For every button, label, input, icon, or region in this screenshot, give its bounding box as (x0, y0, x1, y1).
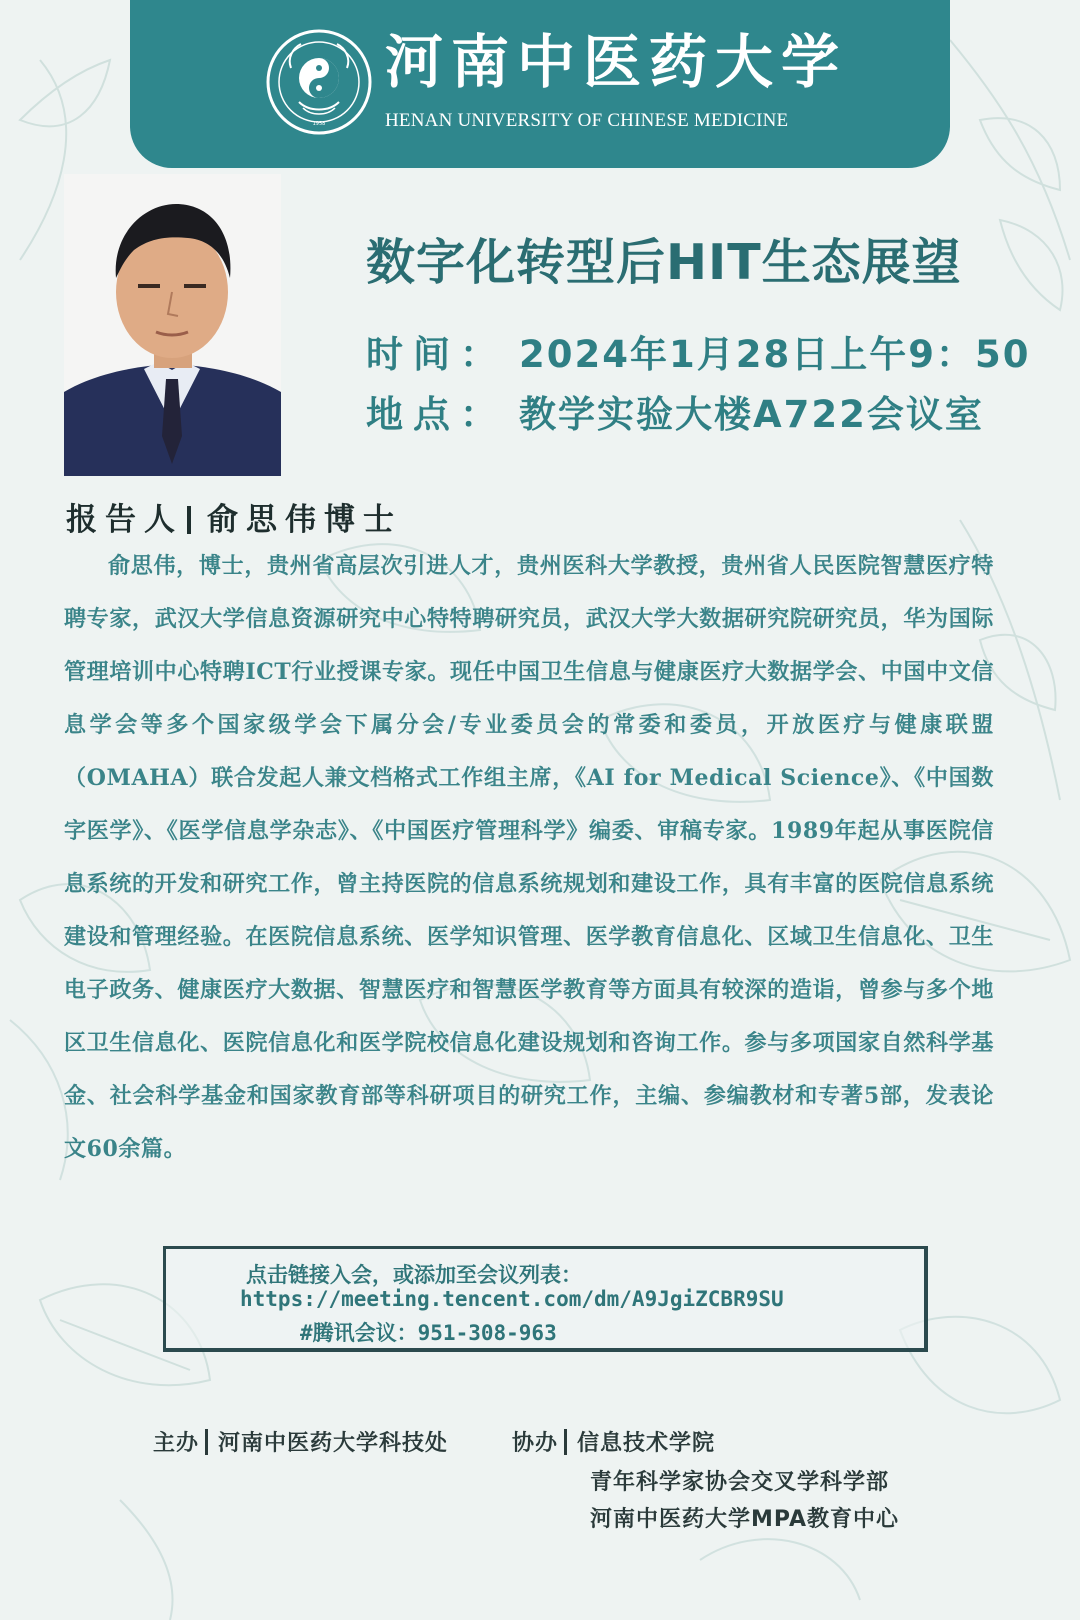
university-name-en: HENAN UNIVERSITY OF CHINESE MEDICINE (385, 110, 789, 131)
university-name-cn: 河南中医药大学 (385, 28, 848, 96)
host-name: 河南中医药大学科技处 (218, 1431, 449, 1456)
co-org-2: 青年科学家协会交叉学科学部 (590, 1470, 890, 1495)
university-logo-icon (265, 28, 373, 136)
place-label: 地点： (366, 393, 507, 436)
time-label: 时间： (366, 333, 507, 376)
place-value: 教学实验大楼A722会议室 (519, 393, 984, 436)
co-label: 协办 (512, 1431, 559, 1456)
co-org-3: 河南中医药大学MPA教育中心 (590, 1507, 900, 1532)
talk-place (366, 384, 984, 438)
talk-title: 数字化转型后HIT生态展望 (366, 234, 962, 291)
co-org-1: 信息技术学院 (577, 1431, 716, 1456)
host-divider (205, 1429, 208, 1455)
header-banner (130, 0, 950, 168)
host-organizer (153, 1426, 448, 1457)
speaker-label: 报告人 (66, 502, 183, 538)
speaker-name: 俞思伟博士 (207, 502, 402, 538)
meeting-intro: 点击链接入会，或添加至会议列表： (246, 1263, 582, 1287)
time-value: 2024年1月28日上午9：50 (519, 333, 1031, 376)
talk-time (366, 324, 1030, 378)
meeting-link[interactable]: https://meeting.tencent.com/dm/A9JgiZCBR9SU (240, 1287, 784, 1311)
host-label: 主办 (153, 1431, 200, 1456)
co-divider (564, 1429, 567, 1455)
speaker-divider (187, 506, 191, 534)
speaker-photo (64, 174, 281, 476)
speaker-header (66, 494, 402, 539)
logo-year: 1958 (312, 121, 326, 127)
speaker-bio: 俞思伟，博士，贵州省高层次引进人才，贵州医科大学教授，贵州省人民医院智慧医疗特聘专家，武汉大学信息资源研究中心特特聘研究员，武汉大学大数据研究院研究员，华为国际管理培训中心特聘ICT行业授课专家。现任中国卫生信息与健康医疗大数据学会、中国中文信息学会等多个国家级学会下属分会/专业委员会的常委和委员，开放医疗与健康联盟（OMAHA）联合发起人兼文档格式工作组主席，《AI for Medical Science》、《中国数字医学》、《医学信息学杂志》、《中国医疗管理科学》编委、审稿专家。1989年起从事医院信息系统的开发和研究工作，曾主持医院的信息系统规划和建设工作，具有丰富的医院信息系统建设和管理经验。在医院信息系统、医学知识管理、医学教育信息化、区域卫生信息化、卫生电子政务、健康医疗大数据、智慧医疗和智慧医学教育等方面具有较深的造诣，曾参与多个地区卫生信息化、医院信息化和医学院校信息化建设规划和咨询工作。参与多项国家自然科学基金、社会科学基金和国家教育部等科研项目的研究工作，主编、参编教材和专著5部，发表论文60余篇。 (64, 553, 994, 1162)
meeting-info-box (163, 1246, 928, 1352)
meeting-id: #腾讯会议：951-308-963 (300, 1321, 557, 1345)
co-organizer (512, 1426, 715, 1457)
